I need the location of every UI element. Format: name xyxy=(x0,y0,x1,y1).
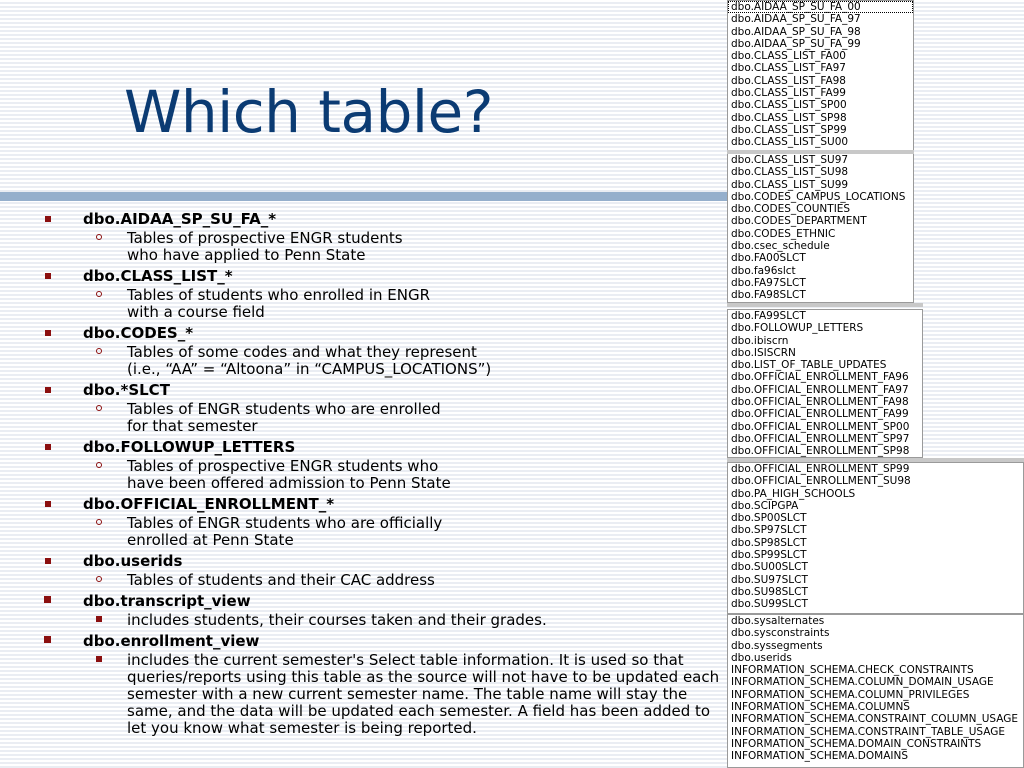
table-list-panel[interactable] xyxy=(727,614,1024,768)
table-list-item[interactable]: dbo.OFFICIAL_ENROLLMENT_FA96 xyxy=(731,371,909,384)
square-bullet-icon xyxy=(45,558,51,564)
bullet-heading: dbo.FOLLOWUP_LETTERS xyxy=(83,438,296,456)
table-list-item[interactable]: dbo.CLASS_LIST_FA98 xyxy=(731,74,846,87)
table-list-item[interactable]: dbo.OFFICIAL_ENROLLMENT_FA98 xyxy=(731,396,909,409)
table-list-item[interactable]: dbo.OFFICIAL_ENROLLMENT_SP97 xyxy=(731,432,910,445)
sub-bullet-item xyxy=(40,515,730,549)
table-list-item[interactable]: dbo.SU00SLCT xyxy=(731,561,808,574)
circle-bullet-icon xyxy=(96,348,102,354)
table-list-item[interactable]: dbo.CLASS_LIST_SP98 xyxy=(731,111,847,124)
table-list-item[interactable]: dbo.SP98SLCT xyxy=(731,536,807,549)
table-list-item[interactable]: dbo.CLASS_LIST_FA00 xyxy=(731,50,846,63)
table-list-item[interactable]: INFORMATION_SCHEMA.COLUMN_DOMAIN_USAGE xyxy=(731,676,994,689)
table-list-item[interactable]: INFORMATION_SCHEMA.DOMAINS xyxy=(731,750,908,763)
table-list-item[interactable]: INFORMATION_SCHEMA.CONSTRAINT_TABLE_USAGE xyxy=(731,725,1006,738)
table-list-item[interactable]: dbo.CODES_ETHNIC xyxy=(731,227,836,240)
sub-bullet-item xyxy=(40,572,730,589)
table-list-item[interactable]: dbo.OFFICIAL_ENROLLMENT_FA99 xyxy=(731,408,909,421)
table-list-item[interactable]: dbo.CLASS_LIST_SP00 xyxy=(731,99,847,112)
table-list-item[interactable]: dbo.AIDAA_SP_SU_FA_97 xyxy=(731,13,861,26)
bullet-heading: dbo.userids xyxy=(83,552,183,570)
table-list-item[interactable]: dbo.CODES_DEPARTMENT xyxy=(731,215,867,228)
square-bullet-icon xyxy=(45,216,51,222)
table-list-item[interactable]: dbo.sysalternates xyxy=(731,615,825,627)
table-list-item[interactable]: dbo.OFFICIAL_ENROLLMENT_SP00 xyxy=(731,420,910,433)
sub-bullet-text: includes students, their courses taken and their grades. xyxy=(127,611,547,629)
bullet-item xyxy=(40,438,730,456)
sub-bullet-text: Tables of students who enrolled in ENGR with a course field xyxy=(127,286,431,321)
panel-divider xyxy=(727,458,1024,462)
sub-bullet-item xyxy=(40,287,730,321)
bullet-item xyxy=(40,592,730,610)
sub-bullet-text: Tables of students and their CAC address xyxy=(127,571,435,589)
square-bullet-icon xyxy=(45,330,51,336)
sub-bullet-item xyxy=(40,401,730,435)
table-list-item[interactable]: dbo.SP99SLCT xyxy=(731,549,807,562)
circle-bullet-icon xyxy=(96,234,102,240)
bullet-heading: dbo.*SLCT xyxy=(83,381,170,399)
table-list-item[interactable]: dbo.OFFICIAL_ENROLLMENT_FA97 xyxy=(731,383,909,396)
panel-divider xyxy=(727,303,923,307)
sub-bullet-text: Tables of prospective ENGR students who have applied to Penn State xyxy=(127,229,403,264)
table-list-item[interactable]: dbo.SU99SLCT xyxy=(731,598,808,611)
table-list-item[interactable]: dbo.OFFICIAL_ENROLLMENT_SP98 xyxy=(731,445,910,458)
table-list-item[interactable]: dbo.FA99SLCT xyxy=(731,310,806,322)
bullet-list xyxy=(40,207,730,739)
table-list-item[interactable]: dbo.fa96slct xyxy=(731,264,796,277)
sub-bullet-text: Tables of ENGR students who are enrolled for that semester xyxy=(127,400,441,435)
panel-divider xyxy=(727,150,914,154)
table-list-item[interactable]: dbo.CLASS_LIST_SU99 xyxy=(731,178,849,191)
table-list-item[interactable]: dbo.SCIPGPA xyxy=(731,499,799,512)
table-list-item[interactable]: dbo.CLASS_LIST_FA97 xyxy=(731,62,846,75)
table-list-item[interactable]: dbo.PA_HIGH_SCHOOLS xyxy=(731,487,856,500)
sub-bullet-item xyxy=(40,344,730,378)
table-list-item[interactable]: dbo.ISISCRN xyxy=(731,346,796,359)
table-list-panel[interactable] xyxy=(727,153,914,303)
bullet-heading: dbo.AIDAA_SP_SU_FA_* xyxy=(83,210,277,228)
table-list-item[interactable]: INFORMATION_SCHEMA.CHECK_CONSTRAINTS xyxy=(731,664,974,677)
bullet-item xyxy=(40,210,730,228)
bullet-heading: dbo.OFFICIAL_ENROLLMENT_* xyxy=(83,495,335,513)
table-list-item[interactable]: dbo.CLASS_LIST_FA99 xyxy=(731,87,846,100)
bullet-heading: dbo.transcript_view xyxy=(83,592,251,610)
table-list-item[interactable]: dbo.CODES_CAMPUS_LOCATIONS xyxy=(731,190,906,203)
table-list-item[interactable]: dbo.OFFICIAL_ENROLLMENT_SU98 xyxy=(731,475,911,488)
table-list-item[interactable]: dbo.AIDAA_SP_SU_FA_00 xyxy=(728,1,913,13)
table-list-panel[interactable] xyxy=(727,0,914,152)
circle-bullet-icon xyxy=(96,405,102,411)
table-list-item[interactable]: dbo.AIDAA_SP_SU_FA_99 xyxy=(731,37,861,50)
bullet-item xyxy=(40,381,730,399)
sub-bullet-text: includes the current semester's Select table information. It is used so that queries/reports using this table as the source will not have to be updated each semester with a new current semester name. The table name will stay the same, and the data will be updated each semester. A field has been added to let you know what semester is being reported. xyxy=(127,651,720,737)
table-list-item[interactable]: dbo.AIDAA_SP_SU_FA_98 xyxy=(731,25,861,38)
square-bullet-icon xyxy=(96,616,102,622)
table-list-panel[interactable] xyxy=(727,309,923,458)
table-list-item[interactable]: INFORMATION_SCHEMA.COLUMNS xyxy=(731,701,910,714)
table-list-item[interactable]: dbo.LIST_OF_TABLE_UPDATES xyxy=(731,359,887,372)
square-bullet-icon xyxy=(45,387,51,393)
square-bullet-icon xyxy=(44,636,51,643)
square-bullet-icon xyxy=(44,596,51,603)
table-list-item[interactable]: dbo.SU98SLCT xyxy=(731,585,808,598)
bullet-item xyxy=(40,324,730,342)
sub-bullet-item xyxy=(40,230,730,264)
square-bullet-icon xyxy=(96,656,102,662)
table-list-item[interactable]: dbo.sysconstraints xyxy=(731,627,830,640)
sub-bullet-item xyxy=(40,612,730,629)
table-list-panel[interactable] xyxy=(727,462,1024,614)
sub-bullet-item xyxy=(40,458,730,492)
table-list-item[interactable]: dbo.ibiscrn xyxy=(731,334,789,347)
table-list-item[interactable]: INFORMATION_SCHEMA.DOMAIN_CONSTRAINTS xyxy=(731,737,982,750)
circle-bullet-icon xyxy=(96,576,102,582)
sub-bullet-text: Tables of some codes and what they represent (i.e., “AA” = “Altoona” in “CAMPUS_LOCATIONS”) xyxy=(127,343,492,378)
table-list-item[interactable]: dbo.SP97SLCT xyxy=(731,524,807,537)
table-list-item[interactable]: dbo.FA97SLCT xyxy=(731,276,806,289)
table-list-item[interactable]: dbo.CODES_COUNTIES xyxy=(731,203,851,216)
table-list-item[interactable]: dbo.SP00SLCT xyxy=(731,512,807,525)
table-list-item[interactable]: dbo.csec_schedule xyxy=(731,240,830,253)
sub-bullet-text: Tables of prospective ENGR students who have been offered admission to Penn State xyxy=(127,457,451,492)
bullet-heading: dbo.CLASS_LIST_* xyxy=(83,267,233,285)
table-list-item[interactable]: dbo.CLASS_LIST_SP99 xyxy=(731,123,847,136)
square-bullet-icon xyxy=(45,444,51,450)
bullet-item xyxy=(40,552,730,570)
sub-bullet-item xyxy=(40,652,730,737)
square-bullet-icon xyxy=(45,501,51,507)
circle-bullet-icon xyxy=(96,519,102,525)
bullet-heading: dbo.CODES_* xyxy=(83,324,194,342)
circle-bullet-icon xyxy=(96,291,102,297)
circle-bullet-icon xyxy=(96,462,102,468)
table-list-item[interactable]: dbo.OFFICIAL_ENROLLMENT_SP99 xyxy=(731,463,910,475)
table-list-item[interactable]: INFORMATION_SCHEMA.COLUMN_PRIVILEGES xyxy=(731,688,970,701)
title-rule xyxy=(0,192,730,201)
sub-bullet-text: Tables of ENGR students who are officially enrolled at Penn State xyxy=(127,514,443,549)
bullet-item xyxy=(40,495,730,513)
table-list-item[interactable]: dbo.SU97SLCT xyxy=(731,573,808,586)
bullet-item xyxy=(40,267,730,285)
square-bullet-icon xyxy=(45,273,51,279)
table-list-item[interactable]: INFORMATION_SCHEMA.CONSTRAINT_COLUMN_USAGE xyxy=(731,713,1019,726)
table-list-item[interactable]: dbo.CLASS_LIST_SU98 xyxy=(731,166,849,179)
table-list-item[interactable]: dbo.CLASS_LIST_SU00 xyxy=(731,136,849,149)
table-list-item[interactable]: dbo.userids xyxy=(731,651,792,664)
slide-title: Which table? xyxy=(124,78,493,146)
table-list-item[interactable]: dbo.CLASS_LIST_SU97 xyxy=(731,154,849,166)
bullet-item xyxy=(40,632,730,650)
table-list-item[interactable]: dbo.FA98SLCT xyxy=(731,289,806,302)
table-list-item[interactable]: dbo.FOLLOWUP_LETTERS xyxy=(731,322,864,335)
table-list-item[interactable]: dbo.syssegments xyxy=(731,639,823,652)
bullet-heading: dbo.enrollment_view xyxy=(83,632,260,650)
table-list-item[interactable]: dbo.FA00SLCT xyxy=(731,252,806,265)
